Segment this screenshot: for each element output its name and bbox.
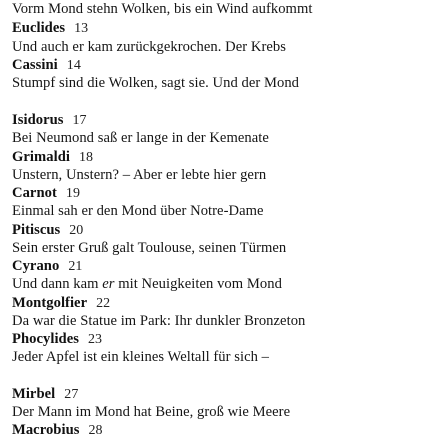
page-number: 21	[68, 259, 83, 274]
toc-entry-cassini[interactable]	[12, 56, 81, 75]
table-of-contents	[12, 0, 430, 438]
incipit-line: Stumpf sind die Wolken, sagt sie. Und der Mond	[12, 75, 300, 91]
toc-entry-grimaldi[interactable]	[12, 148, 93, 167]
toc-entry-carnot[interactable]	[12, 184, 80, 203]
entry-title: Grimaldi	[12, 149, 70, 165]
page-number: 13	[74, 21, 89, 36]
incipit-line: Sein erster Gruß galt Toulouse, seinen Türmen	[12, 240, 287, 256]
page-number: 23	[87, 332, 103, 347]
entry-title: Cyrano	[12, 258, 60, 274]
page-number: 19	[65, 186, 80, 201]
entry-title: Cassini	[12, 57, 58, 73]
entry-title: Montgolfier	[12, 295, 88, 311]
entry-title: Isidorus	[12, 112, 64, 128]
page-number: 18	[78, 150, 94, 165]
incipit-line: Einmal sah er den Mond über Notre-Dame	[12, 203, 264, 219]
page-number: 22	[96, 296, 111, 311]
toc-entry-mirbel[interactable]	[12, 385, 78, 404]
page-number: 14	[66, 58, 81, 73]
toc-entry-euclides[interactable]	[12, 19, 88, 38]
toc-entry-isidorus[interactable]	[12, 111, 87, 130]
toc-entry-montgolfier[interactable]	[12, 294, 110, 313]
toc-entry-macrobius[interactable]	[12, 421, 103, 440]
incipit-line: Vorm Mond stehn Wolken, bis ein Wind aufkommt	[12, 1, 313, 17]
entry-title: Phocylides	[12, 331, 79, 347]
incipit-line: Jeder Apfel ist ein kleines Weltall für sich –	[12, 349, 269, 365]
entry-title: Mirbel	[12, 386, 56, 402]
incipit-emphasis: er	[102, 276, 115, 292]
entry-title: Carnot	[12, 185, 57, 201]
page-number: 28	[88, 423, 103, 438]
incipit-line: Da war die Statue im Park: Ihr dunkler Bronzeton	[12, 313, 306, 329]
incipit-text: Und dann kam	[12, 276, 103, 292]
incipit-text: mit Neuigkeiten vom Mond	[114, 276, 282, 292]
page-number: 27	[64, 387, 79, 402]
page-number: 20	[69, 223, 84, 238]
toc-entry-pitiscus[interactable]	[12, 221, 83, 240]
incipit-line: Der Mann im Mond hat Beine, groß wie Meere	[12, 404, 291, 420]
incipit-line	[12, 275, 282, 293]
entry-title: Euclides	[12, 20, 66, 36]
incipit-line: Unstern, Unstern? – Aber er lebte hier gern	[12, 167, 267, 183]
entry-title: Macrobius	[12, 422, 80, 438]
incipit-line: Und auch er kam zurückgekrochen. Der Krebs	[12, 39, 286, 55]
entry-title: Pitiscus	[12, 222, 61, 238]
toc-entry-cyrano[interactable]	[12, 257, 82, 276]
toc-entry-phocylides[interactable]	[12, 330, 102, 349]
incipit-line: Bei Neumond saß er lange in der Kemenate	[12, 130, 269, 146]
page-number: 17	[72, 113, 87, 128]
